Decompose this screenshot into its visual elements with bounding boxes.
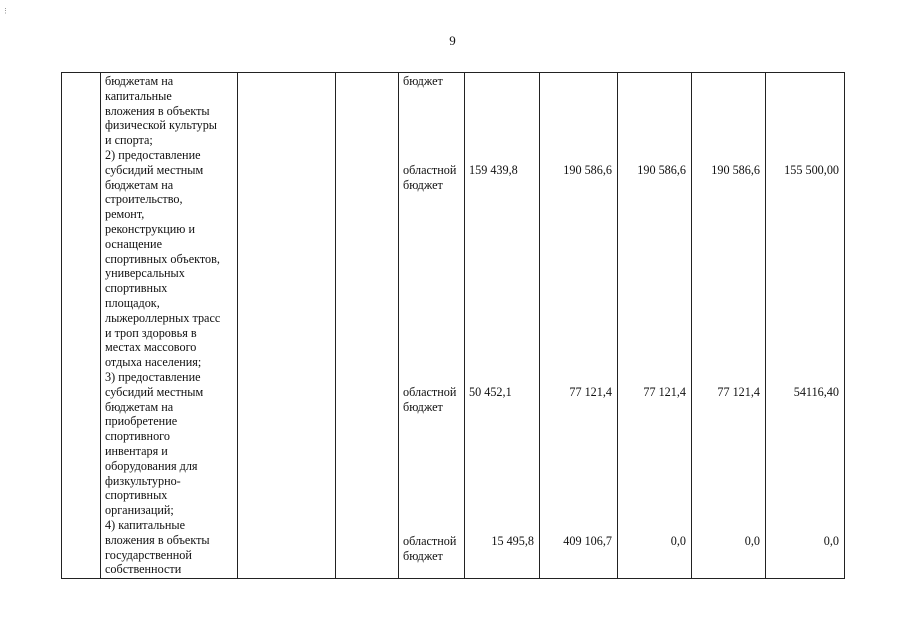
description-line: отдыха населения; [105,355,202,370]
description-line: 2) предоставление [105,148,201,162]
description-line: вложения в объекты [105,532,210,547]
description-line: субсидий местным [105,162,204,177]
description-line: государственной [105,547,192,562]
description-line: оборудования для [105,458,198,473]
description-line: универсальных [105,266,185,281]
value-row-3-col-3: 0,0 [670,534,686,548]
value-row-2-col-5: 54116,40 [793,385,839,399]
description-line: местах массового [105,340,197,355]
description-line: площадок, [105,296,160,310]
description-line: 3) предоставление [105,370,201,384]
value-row-3-col-4: 0,0 [744,534,760,548]
description-line: капитальные [105,88,172,103]
source-row-2-line-2: бюджет [403,400,443,414]
value-row-2-col-3: 77 121,4 [643,385,686,399]
cell-description [101,73,238,579]
description-line: спортивного [105,429,170,444]
description-line: бюджетам на [105,74,174,88]
table-row [62,73,845,579]
description-line: инвентаря и [105,444,168,458]
source-row-2-line-1: областной [403,385,457,399]
description-line: физической культуры [105,118,217,133]
cell-empty-2 [336,73,399,579]
source-continued: бюджет [403,74,443,88]
description-line: ремонт, [105,207,145,222]
value-row-2-col-1: 50 452,1 [469,385,512,399]
cell-value-col-1 [465,73,540,579]
description-line: оснащение [105,236,162,251]
source-row-3-line-2: бюджет [403,549,443,563]
value-row-1-col-5: 155 500,00 [784,163,839,177]
cell-funding-source [399,73,465,579]
value-row-3-col-1: 15 495,8 [491,534,534,548]
source-row-1-line-2: бюджет [403,178,443,192]
cell-value-col-3 [618,73,692,579]
description-line: вложения в объекты [105,103,210,118]
value-row-2-col-4: 77 121,4 [717,385,760,399]
description-line: физкультурно- [105,473,181,488]
description-line: реконструкцию и [105,222,195,236]
description-line: приобретение [105,414,178,429]
value-row-1-col-3: 190 586,6 [637,163,686,177]
cell-empty-1 [238,73,336,579]
value-row-1-col-4: 190 586,6 [711,163,760,177]
value-row-3-col-2: 409 106,7 [563,534,612,548]
description-line: собственности [105,562,182,577]
value-row-3-col-5: 0,0 [823,534,839,548]
cell-value-col-2 [540,73,618,579]
description-line: спортивных [105,281,168,296]
margin-mark: ⋮ [2,7,9,15]
description-line: организаций; [105,503,174,518]
description-line: 4) капитальные [105,518,185,532]
description-line: спортивных [105,488,168,503]
description-line: и троп здоровья в [105,325,197,340]
description-line: бюджетам на [105,177,174,192]
budget-table [61,72,845,579]
cell-value-col-5 [766,73,845,579]
description-line: бюджетам на [105,399,174,414]
source-row-3-line-1: областной [403,534,457,548]
cell-index [62,73,101,579]
page-number: 9 [449,33,456,48]
description-line: лыжероллерных трасс [105,310,221,325]
cell-value-col-4 [692,73,766,579]
source-row-1-line-1: областной [403,163,457,177]
description-line: и спорта; [105,133,153,148]
description-line: субсидий местным [105,384,204,399]
description-line: строительство, [105,192,183,207]
value-row-1-col-1: 159 439,8 [469,163,518,177]
description-line: спортивных объектов, [105,251,220,266]
value-row-1-col-2: 190 586,6 [563,163,612,177]
value-row-2-col-2: 77 121,4 [569,385,612,399]
